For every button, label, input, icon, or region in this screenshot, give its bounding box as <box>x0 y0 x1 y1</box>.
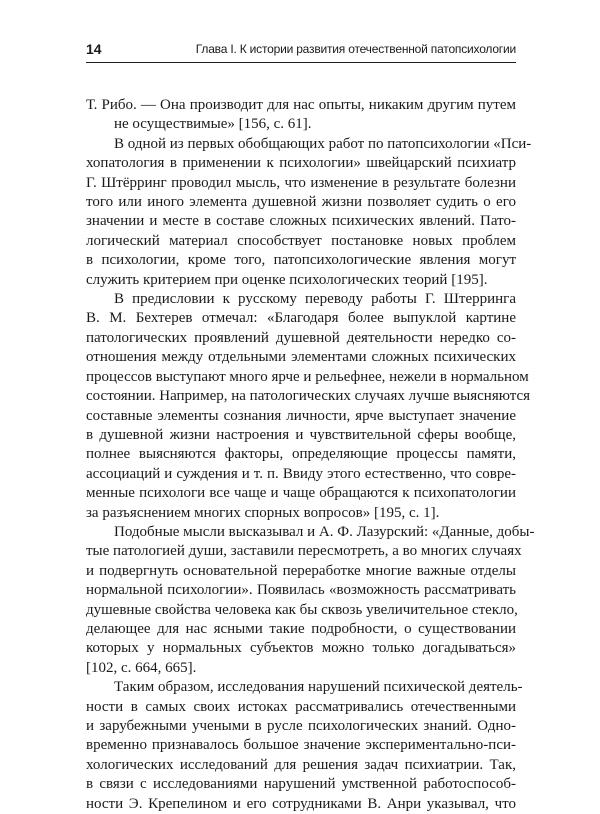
text-line: того или иного элемента душевной жизни позволяет судить о его <box>86 194 516 211</box>
text-line: патологических проявлений душевной деятельности нередко со- <box>86 329 516 346</box>
text-line: ассоциаций и суждения и т. п. Ввиду этого естественно, что совре- <box>86 465 516 482</box>
text-line: ности в самых своих истоках рассматривались отечественными <box>86 698 516 715</box>
text-line: временно признавалось большое значение экспериментально-пси- <box>86 737 516 754</box>
text-line: В. М. Бехтерев отмечал: «Благодаря более выпуклой картине <box>86 310 516 327</box>
text-line: хопатология в применении к психологии» швейцарский психиатр <box>86 155 516 172</box>
text-line: процессов выступают много ярче и рельефнее, нежели в нормальном <box>86 368 529 385</box>
body-text <box>86 96 535 814</box>
text-line: отношения между отдельными элементами сложных психических <box>86 349 516 366</box>
text-line: ности Э. Крепелином и его сотрудниками В. Анри указывал, что <box>86 795 516 812</box>
text-line: логический материал способствует постановке новых проблем <box>86 232 516 249</box>
text-line: [102, с. 664, 665]. <box>86 659 197 676</box>
text-line: и подвергнуть основательной переработке многие важные отделы <box>86 562 516 579</box>
page-header <box>86 40 516 63</box>
text-line: в психологии, кроме того, патопсихологические явления могут <box>86 252 516 269</box>
text-line: Подобные мысли высказывал и А. Ф. Лазурский: «Данные, добы- <box>114 523 535 540</box>
page-number: 14 <box>86 41 102 57</box>
text-line: менные психологи все чаще и чаще обращаются к психопатологии <box>86 485 516 502</box>
text-line: в связи с исследованиями нарушений умственной работоспособ- <box>86 776 516 793</box>
running-title: Глава I. К истории развития отечественной патопсихологии <box>195 42 516 56</box>
text-line: не осуществимые» [156, с. 61]. <box>114 116 312 133</box>
paragraph <box>86 290 531 523</box>
text-line: состоянии. Например, на патологических случаях лучше выясняются <box>86 388 531 405</box>
text-line: значении и месте в составе сложных психических явлений. Пато- <box>86 213 516 230</box>
text-line: составные элементы сознания личности, ярче выступает значение <box>86 407 516 424</box>
paragraph <box>86 678 523 814</box>
text-line: в душевной жизни настроения и чувствительной сферы вообще, <box>86 426 516 443</box>
text-line: Таким образом, исследования нарушений психической деятель- <box>114 679 523 696</box>
text-line: и зарубежными учеными в русле психологических знаний. Одно- <box>86 718 516 734</box>
paragraph <box>86 96 516 135</box>
text-line: В одной из первых обобщающих работ по патопсихологии «Пси- <box>114 135 532 152</box>
text-line: нормальной психологии». Появилась «возможность рассматривать <box>86 582 516 599</box>
paragraph <box>86 523 535 678</box>
text-line: хологических исследований для решения задач психиатрии. Так, <box>86 756 516 773</box>
text-line: тые патологией души, заставили пересмотреть, а во многих случаях <box>86 543 522 560</box>
text-line: В предисловии к русскому переводу работы Г. Штерринга <box>114 291 516 308</box>
text-line: душевные свойства человека как бы сквозь увеличительное стекло, <box>86 601 518 618</box>
text-line: делающее для нас ясными такие подробности, о существовании <box>86 620 516 637</box>
text-line: которых у нормальных субъектов можно только догадываться» <box>86 640 516 657</box>
text-line: полнее выясняются факторы, определяющие процессы памяти, <box>86 446 516 463</box>
text-line: Т. Рибо. — Она производит для нас опыты, никаким другим путем <box>86 97 516 113</box>
text-line: Г. Штёрринг проводил мысль, что изменение в результате болезни <box>86 174 516 191</box>
text-line: служить критерием при оценке психологических теорий [195]. <box>86 271 488 288</box>
text-line: за разъяснением многих спорных вопросов» [195, с. 1]. <box>86 504 440 521</box>
paragraph <box>86 135 532 290</box>
